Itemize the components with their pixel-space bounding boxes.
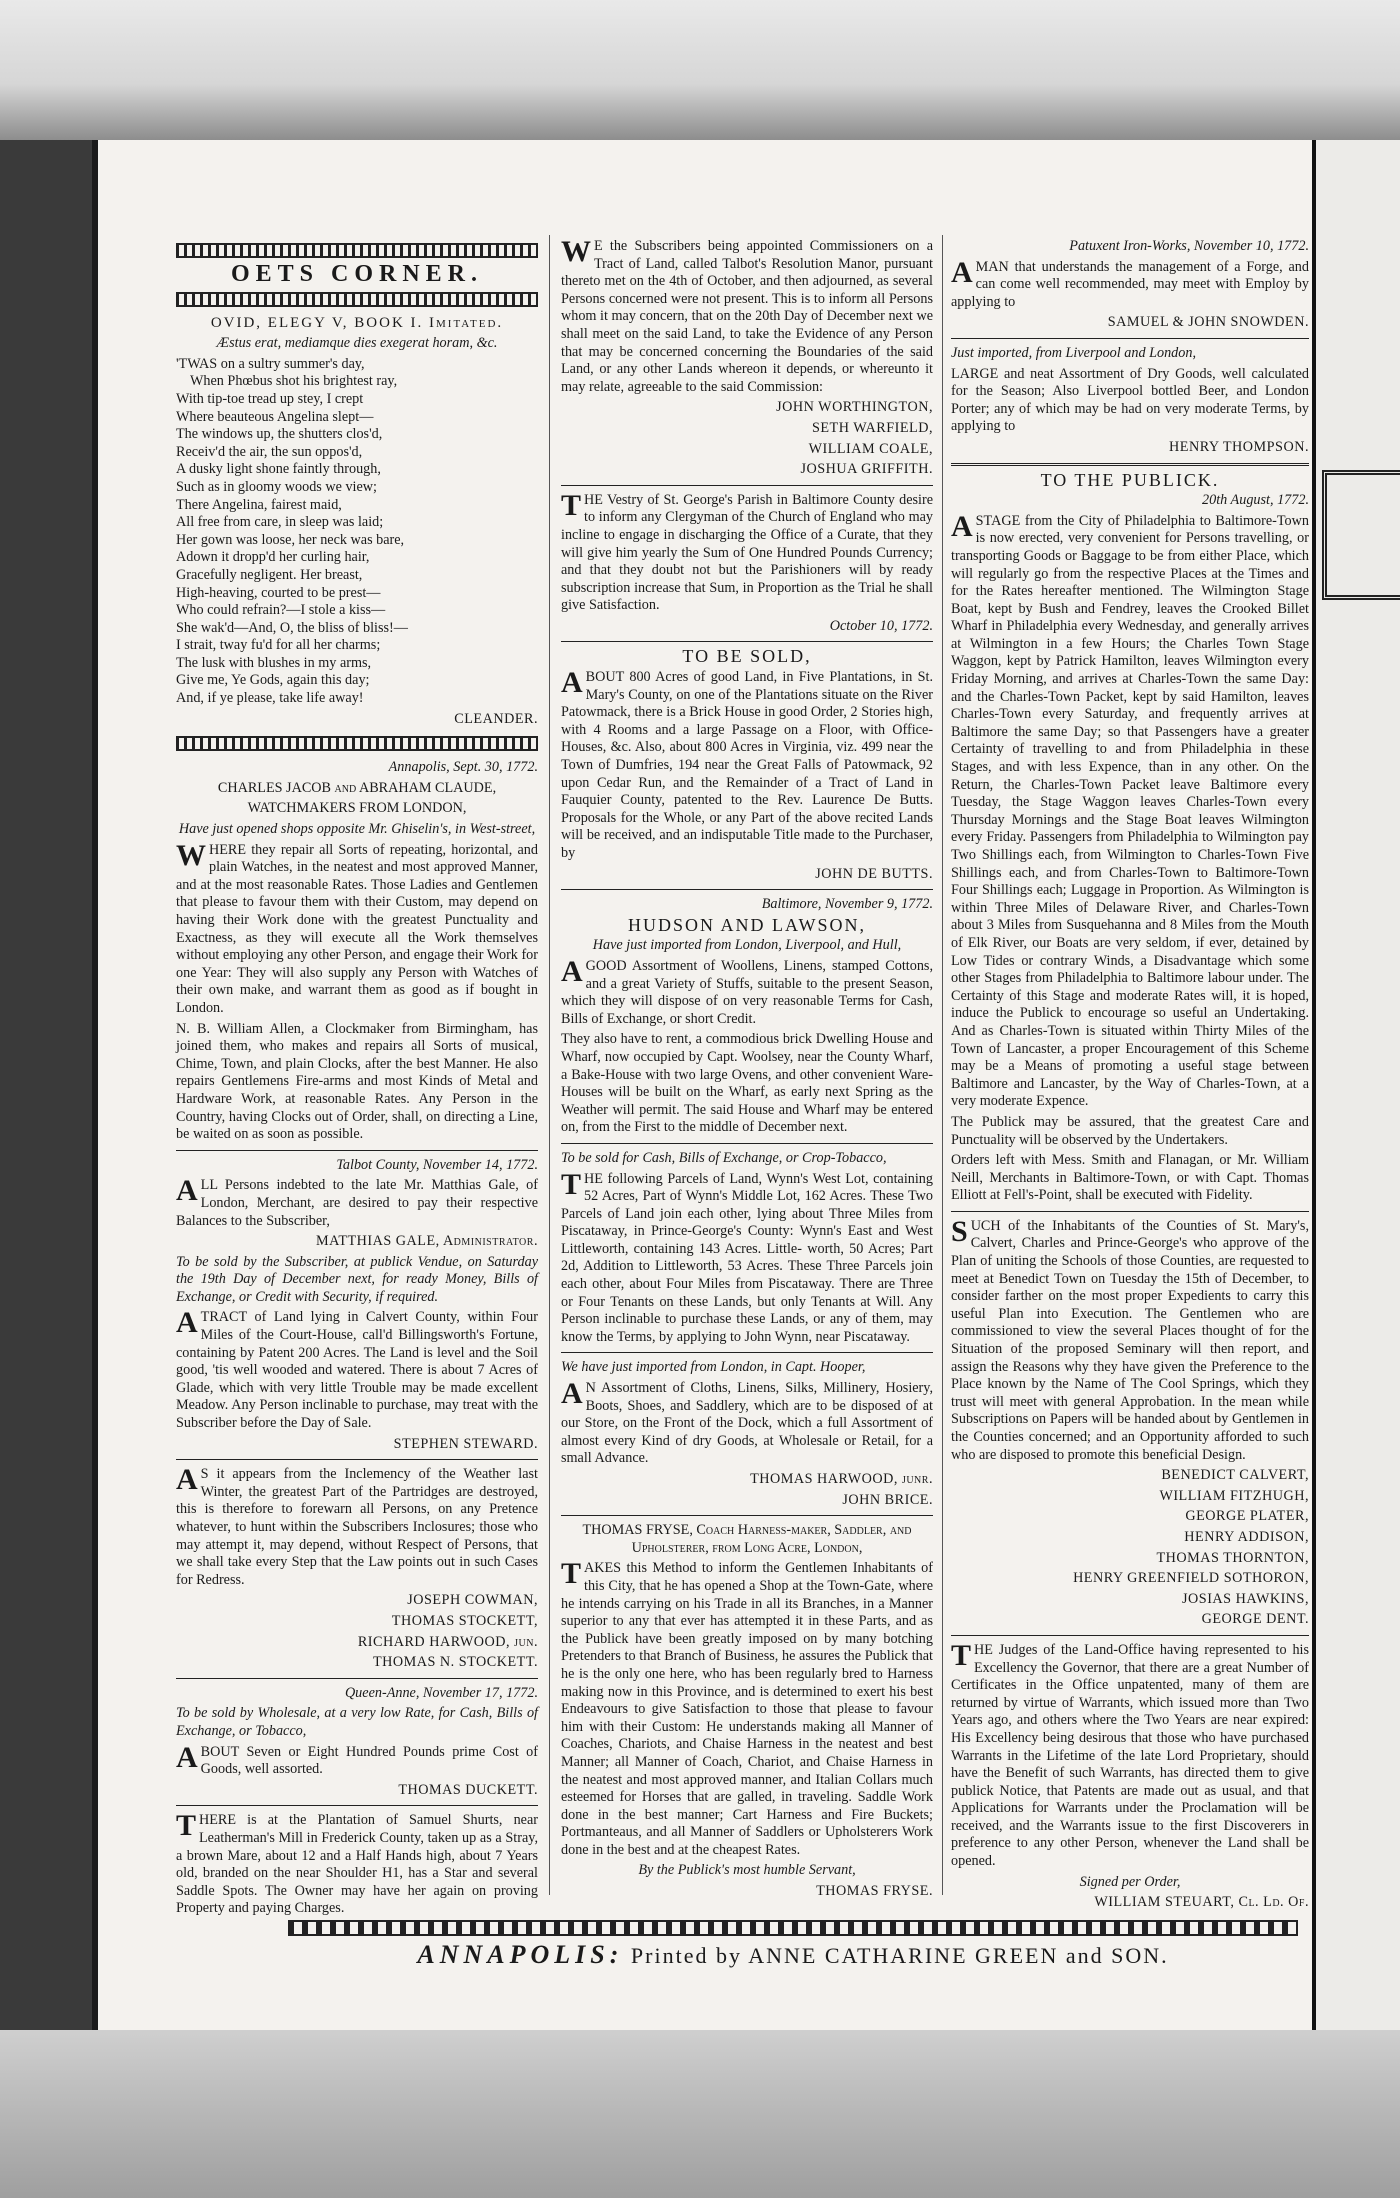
poem-line: Such as in gloomy woods we view; <box>176 478 377 495</box>
poem-line: Give me, Ye Gods, again this day; <box>176 672 370 689</box>
duckett-dateline: Queen-Anne, November 17, 1772. <box>344 1684 538 1701</box>
poem-line: The windows up, the shutters clos'd, <box>176 426 383 443</box>
harwood-subhead: We have just imported from London, in Capt. Hooper, <box>561 1359 866 1376</box>
harwood-signature: THOMAS HARWOOD, junr. <box>750 1471 933 1487</box>
land-office-signature: WILLIAM STEUART, Cl. Ld. Of. <box>1094 1894 1309 1911</box>
hudson-header: HUDSON AND LAWSON, <box>627 914 867 935</box>
inhabitants-signature: JOSIAS HAWKINS, <box>1182 1590 1309 1607</box>
poem-line: Who could refrain?—I stole a kiss— <box>176 602 386 619</box>
scan-top-margin <box>0 0 1400 140</box>
poem-line: Receiv'd the air, the sun oppos'd, <box>176 443 363 460</box>
stage-dateline: 20th August, 1772. <box>1202 492 1309 509</box>
harwood-signature: JOHN BRICE. <box>842 1491 933 1508</box>
rule <box>951 463 1309 466</box>
commissioners-signature: JOSHUA GRIFFITH. <box>800 461 933 478</box>
watchmakers-subhead: Have just opened shops opposite Mr. Ghiselin's, in West-street, <box>178 821 536 838</box>
rule <box>561 1143 933 1144</box>
rule <box>561 889 933 890</box>
poem-line: Her gown was loose, her neck was bare, <box>176 531 405 548</box>
inhabitants-signature: GEORGE PLATER, <box>1185 1508 1309 1525</box>
gale-dateline: Talbot County, November 14, 1772. <box>336 1156 538 1173</box>
watchmakers-dateline: Annapolis, Sept. 30, 1772. <box>388 759 538 776</box>
poem-line: Where beauteous Angelina slept— <box>176 408 374 425</box>
wynn-note: To be sold for Cash, Bills of Exchange, or Crop-Tobacco, <box>561 1149 887 1166</box>
vestry-body: THE Vestry of St. George's Parish in Baltimore County desire to inform any Clergyman of the Church of England who may incline to engage in discharging the Office of a Curate, that they will give him yearly the Sum of One Hundred Pounds Currency; and that they doubt not but the Parishioners will by ready subscription increase that Sum, in Proportion as the Trial he shall give Satisfaction. <box>561 488 933 614</box>
hudson-dateline: Baltimore, November 9, 1772. <box>761 896 933 913</box>
partridges-signature: THOMAS STOCKETT, <box>391 1612 538 1629</box>
steward-body: ATRACT of Land lying in Calvert County, within Four Miles of the Court-House, call'd Billingsworth's Fortune, containing by Patent 200 Acres. The Land is level and the Soil good, 'tis well wooded and watered. There is about 7 Acres of Glade, which with very little Trouble may be made excellent Meadow. Any Person inclinable to purchase, may treat with the Subscriber before the Day of Sale. <box>176 1306 538 1432</box>
poem-line: 'TWAS on a sultry summer's day, <box>176 355 365 372</box>
thompson-body: LARGE and neat Assortment of Dry Goods, well calculated for the Season; Also Liverpool bottled Beer, and London Porter; any of which may be had on very moderate Terms, by applying to <box>951 365 1309 435</box>
ornament-frame <box>1322 470 1400 600</box>
poem-line: Gracefully negligent. Her breast, <box>176 566 363 583</box>
column-2 <box>561 235 933 1904</box>
rule <box>176 1150 538 1151</box>
gale-note: To be sold by the Subscriber, at publick Vendue, on Saturday the 19th Day of December next, for ready Money, Bills of Exchange, or Credit with Security, if required. <box>176 1253 538 1305</box>
rule <box>561 485 933 486</box>
rule <box>561 1352 933 1353</box>
fryse-closing: By the Publick's most humble Servant, <box>638 1862 856 1879</box>
poem-line: All free from care, in sleep was laid; <box>176 514 384 531</box>
fryse-body: TAKES this Method to inform the Gentlemen Inhabitants of this City, that he has opened a Shop at the Town-Gate, where he intends carrying on his Trade in all its Branches, in a Manner superior to any that ever has attempted it in these Parts, and as the Publick have been greatly imposed on by many botching Pretenders to that Branch of Business, he assures the Publick that he is the only one here, who has been regularly bred to Harness making now in this Province, and is determined to exert his best Endeavours to give Satisfaction to those that please to favour him with their Custom: He understands making all Manner of Coaches, Chariots, and Chaise Harness in the neatest and best Manner; all Manner of Coach, Chariot, and Chaise Harness in the neatest and most approved manner, and Italian Collars much esteemed for Horses that are galled, in traveling. Saddle Work done in the best manner; Cart Harness and Fire Buckets; Portmanteaus, and all Manner of Saddlers or Upholsterers Work done in the best and at the cheapest Rates. <box>561 1557 933 1858</box>
column-3 <box>951 235 1309 1915</box>
poem-line: The lusk with blushes in my arms, <box>176 654 372 671</box>
poem-line: A dusky light shone faintly through, <box>176 461 381 478</box>
imprint-text: Printed by ANNE CATHARINE GREEN and SON. <box>630 1943 1169 1968</box>
stage-header: TO THE PUBLICK. <box>1040 469 1220 490</box>
gale-body: ALL Persons indebted to the late Mr. Matthias Gale, of London, Merchant, are desired to pay their respective Balances to the Subscriber, <box>176 1174 538 1229</box>
inhabitants-signature: WILLIAM FITZHUGH, <box>1159 1487 1309 1504</box>
newspaper-page <box>92 140 1312 2030</box>
poem-line: With tip-toe tread up stey, I crept <box>176 390 364 407</box>
inhabitants-body: SUCH of the Inhabitants of the Counties of St. Mary's, Calvert, Charles and Prince-George's who approve of the Plan of uniting the Schools of those Counties, are requested to meet at Benedict Town on Tuesday the 15th of December, to consider farther on the most proper Expedients to carry this useful Plan into Execution. The Gentlemen who are commissioned to view the several Places thought of for the Situation of the proposed Seminary will then report, and assign the Reasons why they have given the Preference to the Place known by the Name of The Cool Springs, which they trust will meet with general Approbation. In the mean while Subscriptions on Papers will be handed about by Gentlemen in the Counties concerned; and an Opportunity afforded to such who are disposed to promote this beneficial Design. <box>951 1214 1309 1463</box>
poem-line: Adown it dropp'd her curling hair, <box>176 549 370 566</box>
footer-ornament <box>288 1920 1298 1936</box>
poem-line: When Phœbus shot his brightest ray, <box>190 373 398 390</box>
rule <box>951 1211 1309 1212</box>
partridges-signature: THOMAS N. STOCKETT. <box>372 1654 538 1671</box>
hudson-subhead: Have just imported from London, Liverpool, and Hull, <box>592 937 902 954</box>
hudson-body: AGOOD Assortment of Woollens, Linens, stamped Cottons, and a great Variety of Stuffs, suitable to the present Season, which they will dispose of on very reasonable Terms for Cash, Bills of Exchange, or short Credit. <box>561 954 933 1027</box>
inhabitants-signature: HENRY GREENFIELD SOTHORON, <box>1073 1570 1309 1587</box>
debutts-body: ABOUT 800 Acres of good Land, in Five Plantations, in St. Mary's County, on one of the Plantations situate on the River Patowmack, there is a Brick House in good Order, 2 Stories high, with 4 Rooms and a large Passage on a Floor, with Office-Houses, &c. Also, about 800 Acres in Virginia, viz. 499 near the Town of Dumfries, 194 near the Great Falls of Patowmack, 92 upon Cedar Run, and the Remainder of a Tract of Land in Fauquier County, patented to the Rev. Laurence De Butts. Proposals for the Whole, or any Part of the above recited Lands will be received, and an indisputable Title made to the Purchaser, by <box>561 666 933 861</box>
wynn-body: THE following Parcels of Land, Wynn's West Lot, containing 52 Acres, Part of Wynn's Middle Lot, 162 Acres. These Two Parcels of Land join each other, lying about Three Miles from Piscataway, in Prince-George's County: Wynn's East and West Littleworth, containing 143 Acres. Little- worth, 50 Acres; Part 2d, Addition to Littleworth, 53 Acres. These Three Parcels join each other, about Four Miles from Piscataway. There are Three or Four Tenants on these Lands, but only Tenants at Will. Any Person inclinable to purchase these Lands, or any of them, may know the Terms, by applying to John Wynn, near Piscataway. <box>561 1167 933 1345</box>
fryse-header: THOMAS FRYSE, Coach Harness-maker, Saddler, and Upholsterer, from Long Acre, London, <box>582 1522 912 1556</box>
watchmakers-trade: WATCHMAKERS FROM LONDON, <box>247 800 467 817</box>
duckett-note: To be sold by Wholesale, at a very low Rate, for Cash, Bills of Exchange, or Tobacco, <box>176 1705 538 1739</box>
hudson-body-2: They also have to rent, a commodious brick Dwelling House and Wharf, now occupied by Capt. Woolsey, near the County Wharf, a Bake-House with two large Ovens, and other convenient Ware-Houses will be built on the Wharf, as early next Spring as the Weather will permit. The said House and Wharf may be entered on, from the First to the middle of December next. <box>561 1031 933 1136</box>
partridges-signature: JOSEPH COWMAN, <box>407 1592 538 1609</box>
partridges-signature: RICHARD HARWOOD, jun. <box>357 1633 538 1650</box>
ornament-rule <box>176 736 538 751</box>
column-rule <box>942 235 943 1895</box>
commissioners-signature: JOHN WORTHINGTON, <box>776 399 933 416</box>
rule <box>176 1678 538 1679</box>
snowden-body: AMAN that understands the management of a Forge, and can come well recommended, may meet with Employ by applying to <box>951 255 1309 310</box>
poets-corner-header: OETS CORNER. <box>230 261 484 287</box>
debutts-header: TO BE SOLD, <box>682 646 812 667</box>
poem-signature: CLEANDER. <box>454 710 538 727</box>
inhabitants-signature: BENEDICT CALVERT, <box>1161 1467 1309 1484</box>
commissioners-signature: SETH WARFIELD, <box>811 419 933 436</box>
partridges-body: AS it appears from the Inclemency of the Weather last Winter, the greatest Part of the Partridges are destroyed, this is therefore to forewarn all Persons, on any Pretence whatever, to hunt within the Subscribers Inclosures; those who may attempt it, may depend, without Respect of Persons, that we shall take every Step that the Law points out in such Cases for Redress. <box>176 1463 538 1588</box>
watchmakers-body: WHERE they repair all Sorts of repeating, horizontal, and plain Watches, in the neatest and most approved Manner, and at the most reasonable Rates. Those Ladies and Gentlemen that please to favour them with their Custom, may depend on having their Work done with the greatest Punctuality and Exactness, as they will execute all the Work themselves without employing any other Person, and engage their Work for one Year: They will also supply any Person with Watches of their own make, and warrant them as good as if bought in London. <box>176 838 538 1016</box>
gale-signature: MATTHIAS GALE, Administrator. <box>316 1233 538 1250</box>
adjacent-page-edge <box>1312 140 1400 2030</box>
inhabitants-signature: HENRY ADDISON, <box>1184 1528 1309 1545</box>
debutts-signature: JOHN DE BUTTS. <box>815 865 933 882</box>
poem-title: OVID, ELEGY V, BOOK I. Imitated. <box>210 314 504 331</box>
stray-body: THERE is at the Plantation of Samuel Shurts, near Leatherman's Mill in Frederick County, taken up as a Stray, a brown Mare, about 12 and a Half Hands high, about 7 Years old, branded on the near Shoulder H1, has a Star and several Saddle Spots. The Owner may have her again on proving Property and paying Charges. <box>176 1809 538 1917</box>
fryse-signature: THOMAS FRYSE. <box>816 1883 933 1900</box>
scan-bottom-margin <box>0 2030 1400 2198</box>
rule <box>176 1459 538 1460</box>
watchmakers-names: CHARLES JACOB and ABRAHAM CLAUDE, <box>217 779 497 796</box>
column-rule <box>549 235 550 1895</box>
poem-line: There Angelina, fairest maid, <box>176 496 342 513</box>
rule <box>951 1635 1309 1636</box>
stage-body-2: The Publick may be assured, that the greatest Care and Punctuality will be observed by the Undertakers. <box>951 1113 1309 1148</box>
inhabitants-signature: GEORGE DENT. <box>1201 1611 1309 1628</box>
snowden-dateline: Patuxent Iron-Works, November 10, 1772. <box>1069 238 1309 254</box>
commissioners-signature: WILLIAM COALE, <box>808 440 933 457</box>
steward-signature: STEPHEN STEWARD. <box>393 1435 538 1452</box>
ornament-rule <box>176 243 538 258</box>
inhabitants-signature: THOMAS THORNTON, <box>1156 1549 1309 1566</box>
harwood-body: AN Assortment of Cloths, Linens, Silks, Millinery, Hosiery, Boots, Shoes, and Saddlery, which are to be disposed of at our Store, on the Front of the Dock, which a full Assortment of almost every Kind of dry Goods, at Wholesale or Retail, for a small Advance. <box>561 1377 933 1467</box>
commissioners-body: WE the Subscribers being appointed Commissioners on a Tract of Land, called Talbot's Resolution Manor, pursuant thereto met on the 4th of October, and then adjourned, as several Persons concerned were not present. This is to inform all Persons whom it may concern, that on the 20th Day of December next we shall meet on the said Land, to take the Evidence of any Person that may be concerned concerning the Boundaries of the said Land, or any other Lands whereon it depends, or whereunto it may relate, agreeable to the said Commission: <box>561 235 933 395</box>
poem-line: I strait, tway fu'd for all her charms; <box>176 637 381 654</box>
duckett-signature: THOMAS DUCKETT. <box>398 1781 538 1798</box>
rule <box>176 1805 538 1806</box>
snowden-signature: SAMUEL & JOHN SNOWDEN. <box>1107 314 1309 331</box>
rule <box>951 338 1309 339</box>
vestry-dateline: October 10, 1772. <box>829 617 933 634</box>
duckett-body: ABOUT Seven or Eight Hundred Pounds prime Cost of Goods, well assorted. <box>176 1740 538 1778</box>
poem-line: And, if ye please, take life away! <box>176 690 364 707</box>
stage-body: ASTAGE from the City of Philadelphia to Baltimore-Town is now erected, very convenient for Persons travelling, or transporting Goods or Baggage to be from either Place, which will regularly go from the respective Places at the Times and for the Rates hereafter mentioned. The Wilmington Stage Boat, kept by Bush and Fendrey, leaves the Crooked Billet Wharf in Philadelphia every Wednesday, and generally arrives at Wilmington in a few Hours; the Charles Town Stage Waggon, kept by Patrick Hamilton, leaves Wilmington every Friday Morning, and arrives at Charles-Town the same Day: and the Charles-Town Packet, kept by said Hamilton, leaves Charles-Town every Saturday, and frequently arrives at Baltimore the same Day; so that Passengers have a greater Certainty of travelling to and from Philadelphia in these Stages, and with less Expence, than in any other. On the Return, the Charles-Town Packet leave Baltimore every Tuesday, the Stage Waggon leaves Charles-Town every Thursday Mornings and the Stage Boat leaves Wilmington every Friday. Passengers from Philadelphia to Wilmington pay Two Shillings each, from Wilmington to Charles-Town Five Shillings each, and from Charles-Town to Baltimore-Town Four Shillings each; Luggage in Proportion. As Wilmington is within Three Miles of Delaware River, and Charles-Town about 3 Miles from Susquehanna and 8 Miles from the Mouth of Elk River, our Boats are very seldom, if ever, detained by Low Tides or contrary Winds, a Disadvantage which some other Stages from Philadelphia to Baltimore labour under. The Certainty of this Stage and moderate Rates will, it is hoped, induce the Publick to encourage so useful an Undertaking. And as Charles-Town is situated within Thirty Miles of the Town of Lancaster, a proper Encouragement of this Scheme may be a Means of promoting a useful stage between Baltimore and Lancaster, by the Way of Charles-Town, at a very moderate Expence. <box>951 509 1309 1110</box>
stage-body-3: Orders left with Mess. Smith and Flanagan, or Mr. William Neill, Merchants in Baltimore-Town, or with Capt. Thomas Elliott at Fell's-Point, shall be executed with Fidelity. <box>951 1152 1309 1204</box>
rule <box>561 1515 933 1516</box>
land-office-body: THE Judges of the Land-Office having represented to his Excellency the Governor, that there are a great Number of Certificates in the Office unpatented, many of them are returned by virtue of Warrants, which issued more than Two Years ago, and others where the Two Years are near expired: His Excellency being desirous that those who have purchased Warrants in the Lifetime of the late Lord Proprietary, should have the Benefit of such Warrants, has directed them to give publick Notice, that Patents are made out as usual, and that Applications for Warrants under the Proclamation will be received, and the Warrants issue to the first Discoverers in preference to any other Person, whenever the Land shall be opened. <box>951 1638 1309 1870</box>
imprint <box>288 1940 1298 1970</box>
thompson-subhead: Just imported, from Liverpool and London, <box>951 344 1196 361</box>
ornament-rule <box>176 292 538 307</box>
poem-line: High-heaving, courted to be prest— <box>176 584 381 601</box>
imprint-place: ANNAPOLIS: <box>417 1940 624 1969</box>
land-office-closing: Signed per Order, <box>1079 1873 1181 1890</box>
watchmakers-nb: N. B. William Allen, a Clockmaker from Birmingham, has joined them, who makes and repairs all Sorts of musical, Chime, Town, and plain Clocks, after the best Manner. He also repairs Gentlemens Fire-arms and most Kinds of Metal and Hardware Work, at reasonable Rates. Any Person in the Country, having Clocks out of Order, shall, on directing a Line, be waited on as soon as possible. <box>176 1020 538 1143</box>
poem <box>176 356 538 708</box>
poem-epigraph: Æstus erat, mediamque dies exegerat horam, &c. <box>216 335 498 352</box>
rule <box>561 641 933 642</box>
thompson-signature: HENRY THOMPSON. <box>1169 438 1309 455</box>
column-1 <box>176 235 538 1921</box>
poem-line: She wak'd—And, O, the bliss of bliss!— <box>176 619 408 636</box>
